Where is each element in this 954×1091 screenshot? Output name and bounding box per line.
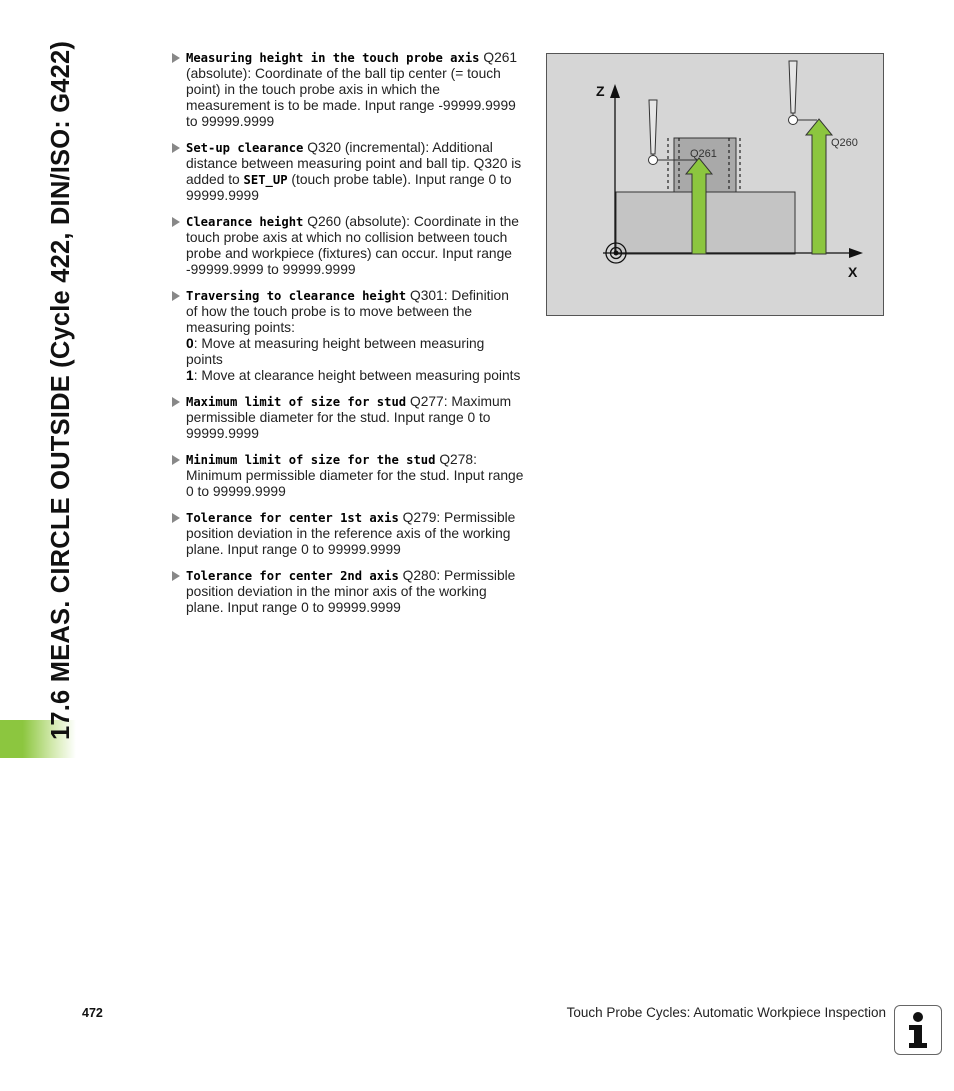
arrow-right-icon: [172, 397, 180, 407]
option-text: : Move at measuring height between measuring points: [186, 336, 485, 367]
z-axis-label: Z: [596, 83, 605, 99]
param-name: Measuring height in the touch probe axis: [186, 51, 480, 65]
param-item: [172, 394, 524, 442]
section-title: 17.6 MEAS. CIRCLE OUTSIDE (Cycle 422, DIN/ISO: G422): [47, 40, 75, 740]
arrow-right-icon: [172, 291, 180, 301]
option-text: : Move at clearance height between measuring points: [193, 368, 521, 383]
param-name: Clearance height: [186, 215, 304, 229]
param-name: Tolerance for center 2nd axis: [186, 569, 399, 583]
probe-ball-icon: [649, 156, 658, 165]
param-name: Traversing to clearance height: [186, 289, 407, 303]
arrow-right-icon: [172, 571, 180, 581]
param-desc: Q261 (absolute): Coordinate of the ball tip center (= touch point) in the touch probe axis in which the measurement is to be made. Input range -99999.9999 to 99999.9999: [186, 50, 518, 129]
param-option: [186, 368, 524, 384]
param-desc: Q280: Permissible position deviation in the minor axis of the working plane. Input range 0 to 99999.9999: [186, 568, 516, 615]
param-item: [172, 288, 524, 384]
param-desc: (touch probe table). Input range 0 to 99999.9999: [186, 172, 512, 203]
origin-icon: [614, 251, 619, 256]
param-desc: Q279: Permissible position deviation in the reference axis of the working plane. Input range 0 to 99999.9999: [186, 510, 516, 557]
arrow-right-icon: [172, 53, 180, 63]
q261-label: Q261: [690, 148, 717, 160]
q260-label: Q260: [831, 137, 858, 149]
side-tab: [0, 0, 76, 758]
page-number: 472: [82, 1006, 103, 1020]
param-desc: Q301: Definition of how the touch probe is to move between the measuring points:: [186, 288, 509, 335]
probe-stylus-icon: [649, 100, 657, 154]
param-option: [186, 336, 524, 368]
parameter-list: [172, 50, 524, 626]
param-name: Set-up clearance: [186, 141, 304, 155]
param-desc: Q260 (absolute): Coordinate in the touch probe axis at which no collision between touch probe and workpiece (fixtures) can occur. Input range -99999.9999 to 99999.9999: [186, 214, 519, 277]
param-name: Maximum limit of size for stud: [186, 395, 407, 409]
probe-ball-icon: [789, 116, 798, 125]
x-axis-arrow-icon: [849, 248, 863, 258]
param-item: [172, 214, 524, 278]
arrow-right-icon: [172, 143, 180, 153]
q260-arrow-icon: [806, 119, 832, 254]
x-axis-label: X: [848, 264, 858, 280]
arrow-right-icon: [172, 455, 180, 465]
footer-title: Touch Probe Cycles: Automatic Workpiece Inspection: [566, 1005, 886, 1020]
probe-diagram-svg: [547, 54, 885, 317]
param-item: [172, 140, 524, 204]
probe-stylus-icon: [789, 61, 797, 113]
param-item: [172, 510, 524, 558]
param-desc: Q320 (incremental): Additional distance between measuring point and ball tip. Q320 is added to: [186, 140, 522, 187]
arrow-right-icon: [172, 217, 180, 227]
info-icon: [894, 1005, 942, 1055]
param-code: SET_UP: [243, 173, 288, 187]
param-desc: Q277: Maximum permissible diameter for the stud. Input range 0 to 99999.9999: [186, 394, 512, 441]
arrow-right-icon: [172, 513, 180, 523]
probe-diagram: [546, 53, 884, 316]
param-name: Minimum limit of size for the stud: [186, 453, 436, 467]
param-item: [172, 568, 524, 616]
option-key: 1: [186, 368, 194, 383]
info-glyph: [903, 1010, 933, 1050]
param-name: Tolerance for center 1st axis: [186, 511, 399, 525]
option-key: 0: [186, 336, 194, 351]
param-item: [172, 452, 524, 500]
z-axis-arrow-icon: [610, 84, 620, 98]
param-desc: Q278: Minimum permissible diameter for the stud. Input range 0 to 99999.9999: [186, 452, 524, 499]
param-item: [172, 50, 524, 130]
